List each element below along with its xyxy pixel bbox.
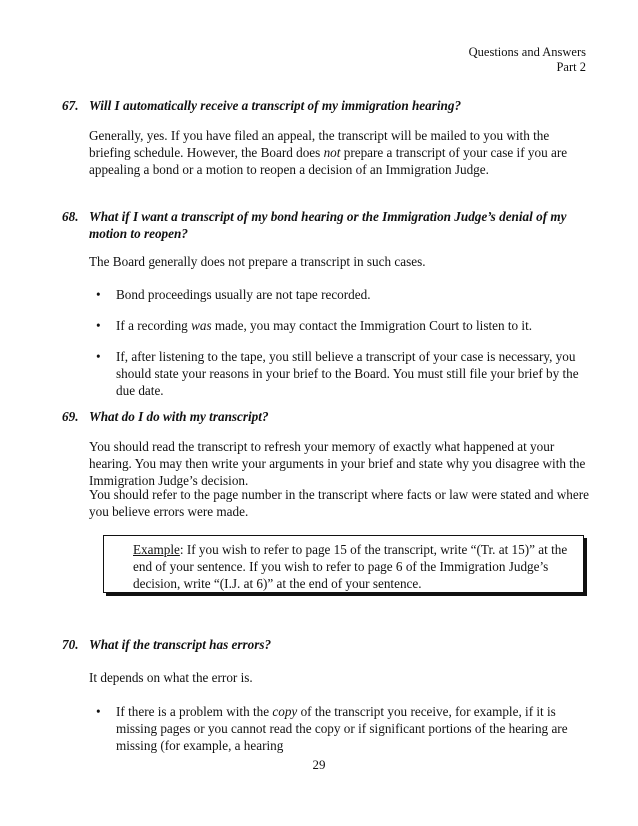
bullet-68-1: Bond proceedings usually are not tape recorded.	[116, 287, 371, 302]
bullet-68-2	[116, 317, 589, 334]
question-68-number: 68.	[62, 209, 79, 224]
question-70-number: 70.	[62, 637, 79, 652]
question-67-text: Will I automatically receive a transcript of my immigration hearing?	[89, 98, 462, 113]
answer-67-emphasis: not	[323, 145, 341, 160]
question-69-text: What do I do with my transcript?	[89, 409, 269, 424]
bullet-68-2-post: made, you may contact the Immigration Court to listen to it.	[211, 318, 533, 333]
example-body: : If you wish to refer to page 15 of the transcript, write “(Tr. at 15)” at the end of your sentence. If you wish to refer to page 6 of the Immigration Judge’s decision, write “(I.J. at 6)” at the end of your sentence.	[133, 542, 568, 591]
answer-70: It depends on what the error is.	[89, 670, 253, 685]
bullet-68-3-marker: •	[96, 349, 101, 364]
page-header	[469, 45, 586, 75]
bullet-68-2-marker: •	[96, 318, 101, 333]
header-title: Questions and Answers	[468, 45, 586, 59]
question-67-number: 67.	[62, 98, 79, 113]
question-69-number: 69.	[62, 409, 79, 424]
bullet-68-1-marker: •	[96, 287, 101, 302]
answer-67	[89, 127, 589, 178]
bullet-68-2-pre: If a recording	[116, 318, 192, 333]
bullet-70-1-marker: •	[96, 704, 101, 719]
bullet-70-1	[116, 703, 589, 754]
answer-68: The Board generally does not prepare a transcript in such cases.	[89, 254, 426, 269]
answer-69-paragraph-2: You should refer to the page number in the transcript where facts or law were stated and where you believe errors were made.	[89, 487, 589, 519]
example-text	[133, 541, 573, 592]
answer-67-pre: Generally, yes. If you have filed an appeal, the transcript will be mailed to you with the briefing schedule. However, the Board does	[89, 128, 550, 160]
header-part: Part 2	[556, 60, 586, 74]
bullet-70-1-pre: If there is a problem with the	[116, 704, 273, 719]
bullet-68-3: If, after listening to the tape, you still believe a transcript of your case is necessary, you should state your reasons in your brief to the Board. You must still file your brief by the due date.	[116, 349, 579, 398]
bullet-68-2-emphasis: was	[191, 318, 212, 333]
answer-67-post: prepare a transcript of your case if you are appealing a bond or a motion to reopen a decision of an Immigration Judge.	[89, 145, 568, 177]
bullet-70-1-post: of the transcript you receive, for example, if it is missing pages or you cannot read the copy or if significant portions of the hearing are missing (for example, a hearing	[116, 704, 568, 753]
answer-69-paragraph-1: You should read the transcript to refresh your memory of exactly what happened at your hearing. You may then write your arguments in your brief and state why you disagree with the Immigration Judge’s decision.	[89, 439, 586, 488]
example-label: Example	[133, 542, 180, 557]
question-68-text: What if I want a transcript of my bond hearing or the Immigration Judge’s denial of my motion to reopen?	[89, 209, 567, 241]
bullet-70-1-emphasis: copy	[272, 704, 298, 719]
question-70-text: What if the transcript has errors?	[89, 637, 272, 652]
page-number: 29	[312, 757, 326, 772]
